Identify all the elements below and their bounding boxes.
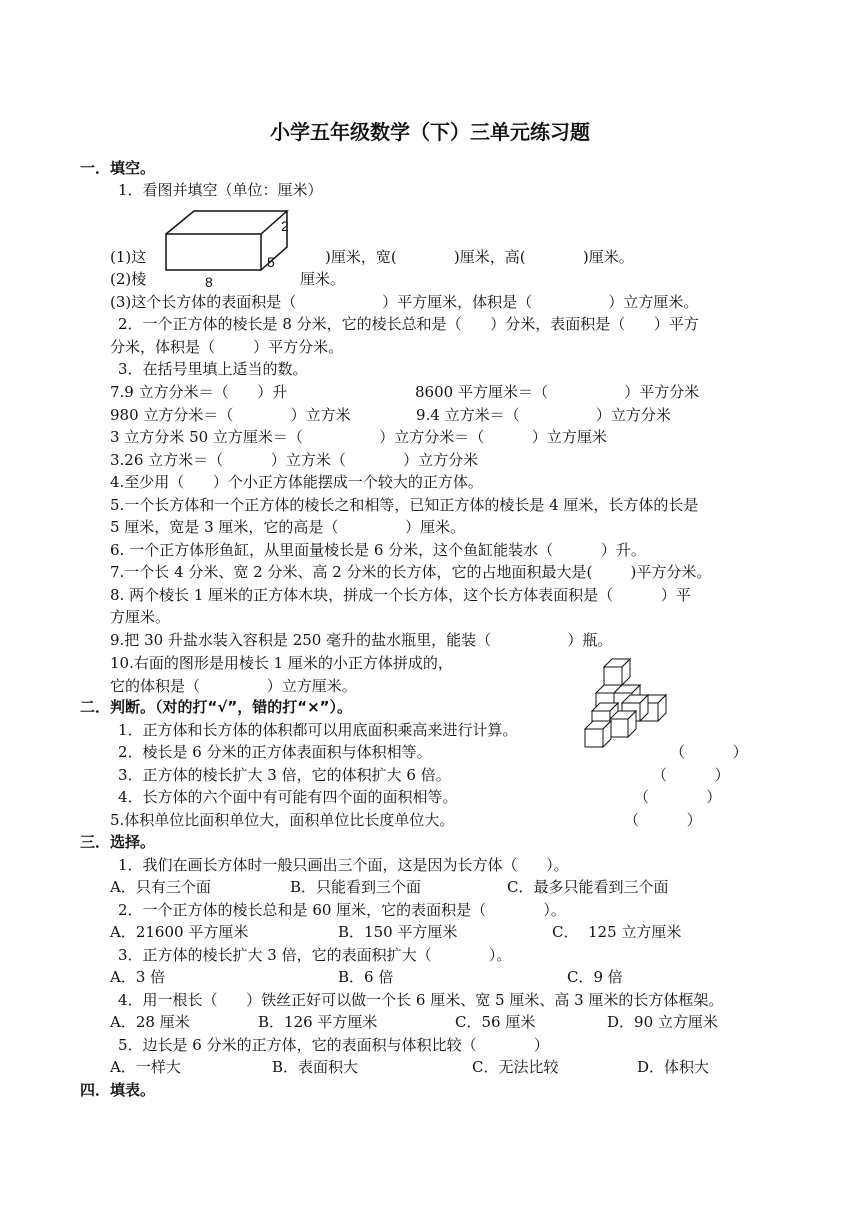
cube-bottom-left: [585, 721, 611, 747]
section-table-heading: 四．填表。: [80, 1081, 156, 1099]
choice-5: 5．边长是 6 分米的正方体，它的表面积与体积比较（ ）: [118, 1036, 549, 1054]
judge-4: 4．长方体的六个面中有可能有四个面的面积相等。: [118, 788, 458, 806]
q1-3-text: (3)这个长方体的表面积是（ ）平方厘米，体积是（ ）立方厘米。: [110, 293, 699, 311]
cuboid-width-label: 5: [267, 254, 275, 270]
cuboid-top-face: [166, 211, 287, 234]
cuboid-figure: [160, 205, 300, 290]
q1-2-start: (2)棱: [110, 270, 147, 288]
q3-row4: 3.26 立方米＝（ ）立方米（ ）立方分米: [110, 451, 479, 469]
choice-1-b: B．只能看到三个面: [290, 878, 422, 896]
judge-1: 1．正方体和长方体的体积都可以用底面积乘高来进行计算。: [118, 721, 518, 739]
q1-2-rest: 厘米。: [300, 270, 346, 288]
choice-1-a: A．只有三个面: [110, 878, 211, 896]
judge-4-parens: （ ）: [634, 788, 722, 806]
q8-line1: 8. 两个棱长 1 厘米的正方体木块，拼成一个长方体，这个长方体表面积是（ ）平: [110, 586, 691, 604]
choice-1: 1．我们在画长方体时一般只画出三个面，这是因为长方体（ ）。: [118, 856, 569, 874]
cuboid-length-label: 8: [205, 274, 213, 290]
choice-3: 3．正方体的棱长扩大 3 倍，它的表面积扩大（ ）。: [118, 946, 512, 964]
cuboid-height-label: 2: [281, 218, 289, 234]
choice-3-c: C．9 倍: [567, 968, 623, 986]
choice-3-a: A．3 倍: [110, 968, 166, 986]
judge-3-parens: （ ）: [652, 766, 730, 784]
section-judge-heading: 二．判断。（对的打“√”，错的打“×”）。: [80, 698, 353, 716]
judge-2: 2．棱长是 6 分米的正方体表面积与体积相等。: [118, 743, 432, 761]
choice-3-b: B．6 倍: [338, 968, 394, 986]
cube-top: [604, 659, 630, 685]
q3-row3: 3 立方分米 50 立方厘米＝（ ）立方分米＝（ ）立方厘米: [110, 428, 607, 446]
page-title: 小学五年级数学（下）三单元练习题: [270, 120, 590, 144]
choice-2-c: C． 125 立方厘米: [552, 923, 682, 941]
choice-1-c: C．最多只能看到三个面: [507, 878, 669, 896]
q3-row1-left: 7.9 立方分米＝（ ）升: [110, 383, 288, 401]
q5-line1: 5.一个长方体和一个正方体的棱长之和相等，已知正方体的棱长是 4 厘米，长方体的长是: [110, 496, 699, 514]
judge-5-parens: （ ）: [624, 811, 702, 829]
choice-2-b: B．150 平方厘米: [338, 923, 458, 941]
judge-2-parens: （ ）: [670, 743, 748, 761]
q4-text: 4.至少用（ ）个小正方体能摆成一个较大的正方体。: [110, 473, 483, 491]
choice-2-a: A．21600 平方厘米: [110, 923, 249, 941]
q1-text: 1．看图并填空（单位：厘米）: [118, 181, 323, 199]
q2-line2: 分米，体积是（ ）平方分米。: [110, 338, 344, 356]
choice-2: 2．一个正方体的棱长总和是 60 厘米，它的表面积是（ ）。: [118, 901, 566, 919]
q9-text: 9.把 30 升盐水装入容积是 250 毫升的盐水瓶里，能装（ ）瓶。: [110, 631, 613, 649]
q3-text: 3．在括号里填上适当的数。: [118, 360, 308, 378]
choice-4-c: C．56 厘米: [455, 1013, 536, 1031]
choice-4-b: B．126 平方厘米: [258, 1013, 378, 1031]
section-choice-heading: 三．选择。: [80, 833, 156, 851]
q6-text: 6. 一个正方体形鱼缸，从里面量棱长是 6 分米，这个鱼缸能装水（ ）升。: [110, 541, 646, 559]
q8-line2: 方厘米。: [110, 608, 171, 626]
q3-row2-left: 980 立方分米＝（ ）立方米: [110, 406, 351, 424]
q2-line1: 2．一个正方体的棱长是 8 分米，它的棱长总和是（ ）分米，表面积是（ ）平方: [118, 315, 699, 333]
section-fill-heading: 一．填空。: [80, 159, 156, 177]
choice-5-b: B．表面积大: [272, 1058, 359, 1076]
choice-5-a: A．一样大: [110, 1058, 181, 1076]
choice-4: 4．用一根长（ ）铁丝正好可以做一个长 6 厘米、宽 5 厘米、高 3 厘米的长方体框架。: [118, 991, 724, 1009]
choice-5-c: C．无法比较: [472, 1058, 559, 1076]
q3-row1-right: 8600 平方厘米＝（ ）平方分米: [415, 383, 700, 401]
choice-5-d: D．体积大: [637, 1058, 710, 1076]
cuboid-front-face: [166, 234, 261, 270]
choice-4-a: A．28 厘米: [110, 1013, 190, 1031]
q1-1-rest: )厘米，宽( )厘米，高( )厘米。: [325, 248, 634, 266]
judge-5: 5.体积单位比面积单位大，面积单位比长度单位大。: [110, 811, 455, 829]
judge-3: 3．正方体的棱长扩大 3 倍，它的体积扩大 6 倍。: [118, 766, 451, 784]
q10-line1: 10.右面的图形是用棱长 1 厘米的小正方体拼成的，: [110, 654, 453, 672]
q10-line2: 它的体积是（ ）立方厘米。: [110, 677, 357, 695]
q1-1-start: (1)这: [110, 248, 147, 266]
q7-text: 7.一个长 4 分米、宽 2 分米、高 2 分米的长方体，它的占地面积最大是( )平方分米。: [110, 563, 712, 581]
cube-bottom-right: [610, 711, 636, 737]
choice-4-d: D．90 立方厘米: [607, 1013, 718, 1031]
q5-line2: 5 厘米，宽是 3 厘米，它的高是（ ）厘米。: [110, 518, 466, 536]
q3-row2-right: 9.4 立方米＝（ ）立方分米: [416, 406, 671, 424]
stacked-cubes-figure: [580, 655, 675, 750]
